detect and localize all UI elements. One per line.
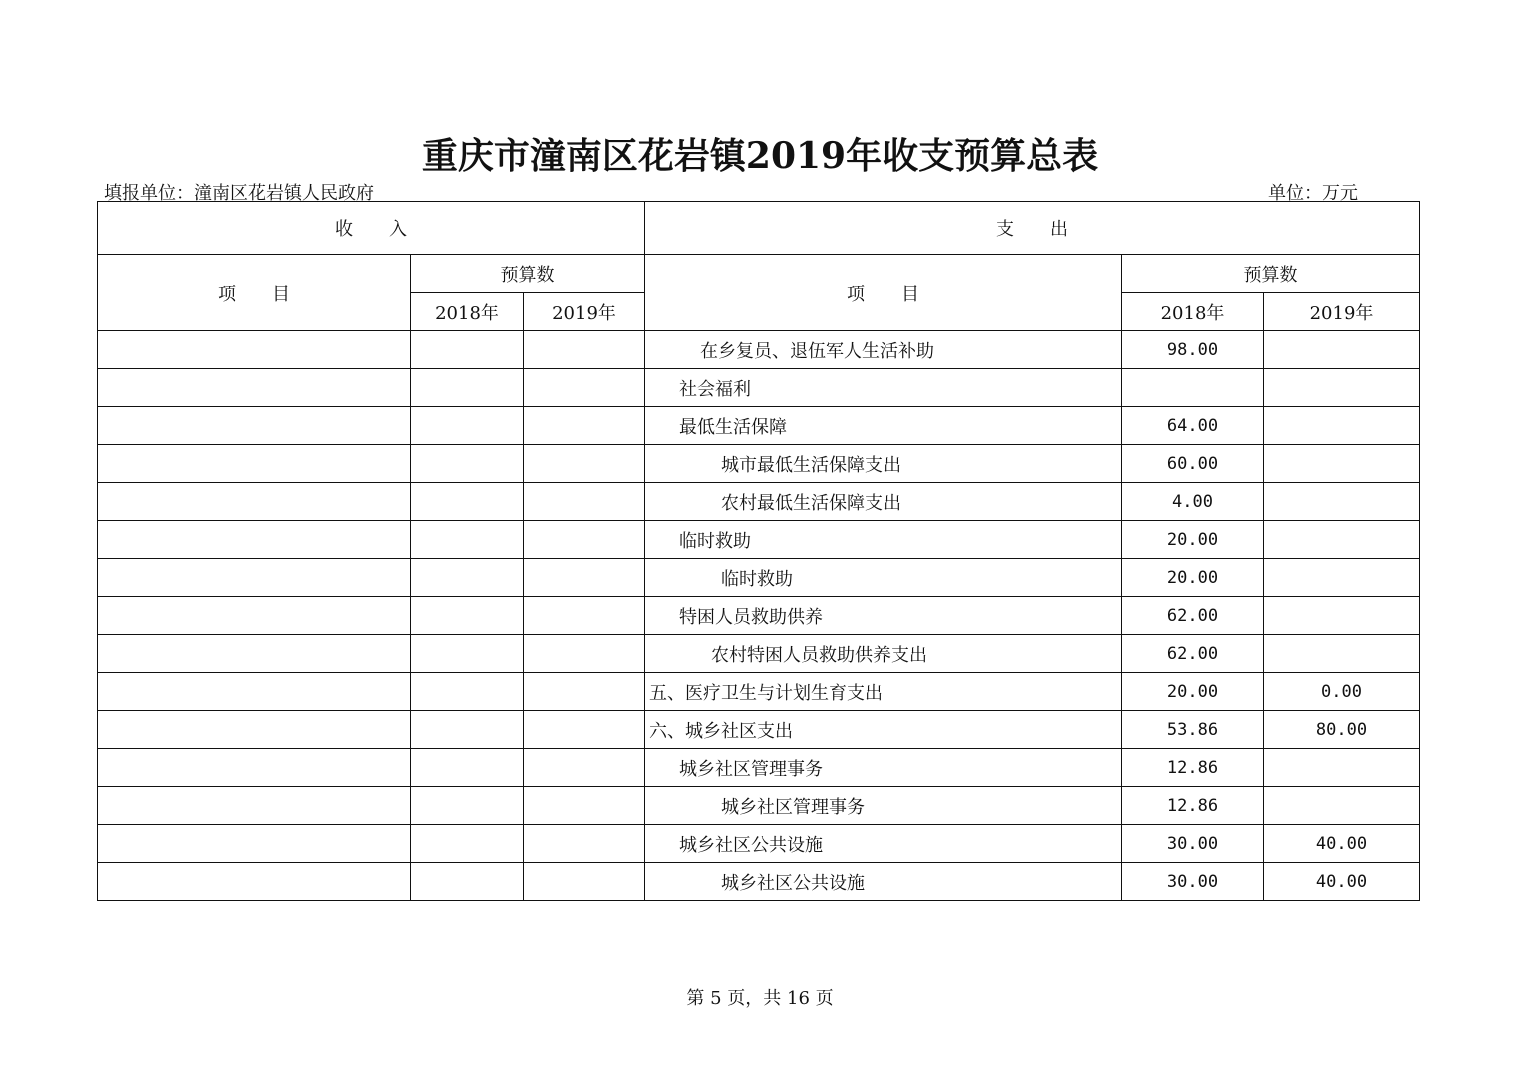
income-2018-cell <box>411 483 524 521</box>
expense-item-cell: 临时救助 <box>645 521 1122 559</box>
income-item-cell <box>98 787 411 825</box>
table-row <box>98 597 1420 635</box>
income-2019-cell <box>524 445 645 483</box>
income-2018-cell <box>411 445 524 483</box>
header-row-budget <box>98 255 1420 293</box>
expense-2019-cell <box>1264 597 1420 635</box>
expense-2018-cell: 53.86 <box>1122 711 1264 749</box>
income-2019-cell <box>524 559 645 597</box>
income-2018-header: 2018年 <box>411 293 524 331</box>
table-row <box>98 369 1420 407</box>
expense-item-cell: 城市最低生活保障支出 <box>645 445 1122 483</box>
expense-2019-cell <box>1264 483 1420 521</box>
expense-budget-header: 预算数 <box>1122 255 1420 293</box>
table-row <box>98 787 1420 825</box>
income-2018-cell <box>411 749 524 787</box>
income-item-cell <box>98 749 411 787</box>
income-2018-cell <box>411 521 524 559</box>
income-item-cell <box>98 559 411 597</box>
expense-2019-cell <box>1264 521 1420 559</box>
expense-2019-cell <box>1264 635 1420 673</box>
income-2019-cell <box>524 597 645 635</box>
budget-table <box>97 201 1420 901</box>
expense-item-cell: 农村特困人员救助供养支出 <box>645 635 1122 673</box>
expense-2019-cell <box>1264 749 1420 787</box>
income-2019-cell <box>524 863 645 901</box>
expense-item-cell: 城乡社区管理事务 <box>645 787 1122 825</box>
income-item-cell <box>98 825 411 863</box>
income-2019-cell <box>524 521 645 559</box>
income-2019-cell <box>524 787 645 825</box>
expense-2019-cell: 80.00 <box>1264 711 1420 749</box>
expense-item-cell: 城乡社区公共设施 <box>645 863 1122 901</box>
expense-2018-cell: 64.00 <box>1122 407 1264 445</box>
income-2019-cell <box>524 331 645 369</box>
income-item-header: 项 目 <box>98 255 411 331</box>
page-number: 第 5 页，共 16 页 <box>686 988 834 1009</box>
income-header: 收 入 <box>98 202 645 255</box>
expense-2018-cell: 30.00 <box>1122 863 1264 901</box>
expense-2018-cell: 62.00 <box>1122 635 1264 673</box>
income-2019-cell <box>524 483 645 521</box>
income-2018-cell <box>411 711 524 749</box>
table-row <box>98 749 1420 787</box>
income-item-cell <box>98 597 411 635</box>
expense-2018-header: 2018年 <box>1122 293 1264 331</box>
expense-item-cell: 城乡社区管理事务 <box>645 749 1122 787</box>
income-item-cell <box>98 369 411 407</box>
table-row <box>98 825 1420 863</box>
income-2018-cell <box>411 559 524 597</box>
income-item-cell <box>98 445 411 483</box>
income-2018-cell <box>411 369 524 407</box>
table-row <box>98 483 1420 521</box>
income-2019-cell <box>524 673 645 711</box>
expense-2019-cell <box>1264 445 1420 483</box>
expense-item-cell: 农村最低生活保障支出 <box>645 483 1122 521</box>
expense-2018-cell <box>1122 369 1264 407</box>
expense-2018-cell: 20.00 <box>1122 559 1264 597</box>
expense-2018-cell: 98.00 <box>1122 331 1264 369</box>
expense-2019-cell <box>1264 559 1420 597</box>
expense-item-header: 项 目 <box>645 255 1122 331</box>
income-2018-cell <box>411 331 524 369</box>
expense-item-cell: 在乡复员、退伍军人生活补助 <box>645 331 1122 369</box>
income-2019-cell <box>524 635 645 673</box>
income-budget-header: 预算数 <box>411 255 645 293</box>
table-row <box>98 863 1420 901</box>
income-2019-cell <box>524 407 645 445</box>
expense-2019-cell <box>1264 787 1420 825</box>
income-2018-cell <box>411 825 524 863</box>
income-2018-cell <box>411 597 524 635</box>
income-item-cell <box>98 711 411 749</box>
table-row <box>98 673 1420 711</box>
page-title: 重庆市潼南区花岩镇2019年收支预算总表 <box>421 135 1099 177</box>
table-row <box>98 445 1420 483</box>
income-item-cell <box>98 635 411 673</box>
income-item-cell <box>98 521 411 559</box>
expense-item-cell: 六、城乡社区支出 <box>645 711 1122 749</box>
expense-2018-cell: 12.86 <box>1122 787 1264 825</box>
header-row-sections <box>98 202 1420 255</box>
expense-2018-cell: 20.00 <box>1122 521 1264 559</box>
income-item-cell <box>98 331 411 369</box>
currency-unit: 单位：万元 <box>1268 183 1358 204</box>
reporting-unit: 填报单位：潼南区花岩镇人民政府 <box>104 183 374 204</box>
income-2018-cell <box>411 635 524 673</box>
expense-2018-cell: 12.86 <box>1122 749 1264 787</box>
income-item-cell <box>98 863 411 901</box>
expense-item-cell: 城乡社区公共设施 <box>645 825 1122 863</box>
expense-2019-cell <box>1264 331 1420 369</box>
income-2018-cell <box>411 863 524 901</box>
income-2019-cell <box>524 711 645 749</box>
income-2018-cell <box>411 673 524 711</box>
table-row <box>98 711 1420 749</box>
table-row <box>98 635 1420 673</box>
expense-2019-cell <box>1264 369 1420 407</box>
expense-item-cell: 特困人员救助供养 <box>645 597 1122 635</box>
expense-2018-cell: 30.00 <box>1122 825 1264 863</box>
expense-2019-cell: 40.00 <box>1264 863 1420 901</box>
expense-2018-cell: 20.00 <box>1122 673 1264 711</box>
expense-2019-cell <box>1264 407 1420 445</box>
income-2018-cell <box>411 407 524 445</box>
income-item-cell <box>98 673 411 711</box>
expense-2018-cell: 62.00 <box>1122 597 1264 635</box>
income-item-cell <box>98 483 411 521</box>
table-row <box>98 521 1420 559</box>
expense-item-cell: 五、医疗卫生与计划生育支出 <box>645 673 1122 711</box>
table-row <box>98 559 1420 597</box>
expense-item-cell: 社会福利 <box>645 369 1122 407</box>
expense-header: 支 出 <box>645 202 1420 255</box>
table-row <box>98 407 1420 445</box>
income-2019-cell <box>524 749 645 787</box>
expense-2019-cell: 40.00 <box>1264 825 1420 863</box>
expense-2018-cell: 60.00 <box>1122 445 1264 483</box>
income-2018-cell <box>411 787 524 825</box>
table-row <box>98 331 1420 369</box>
expense-item-cell: 临时救助 <box>645 559 1122 597</box>
income-2019-header: 2019年 <box>524 293 645 331</box>
income-2019-cell <box>524 369 645 407</box>
income-item-cell <box>98 407 411 445</box>
income-2019-cell <box>524 825 645 863</box>
expense-2019-header: 2019年 <box>1264 293 1420 331</box>
expense-2019-cell: 0.00 <box>1264 673 1420 711</box>
expense-2018-cell: 4.00 <box>1122 483 1264 521</box>
expense-item-cell: 最低生活保障 <box>645 407 1122 445</box>
